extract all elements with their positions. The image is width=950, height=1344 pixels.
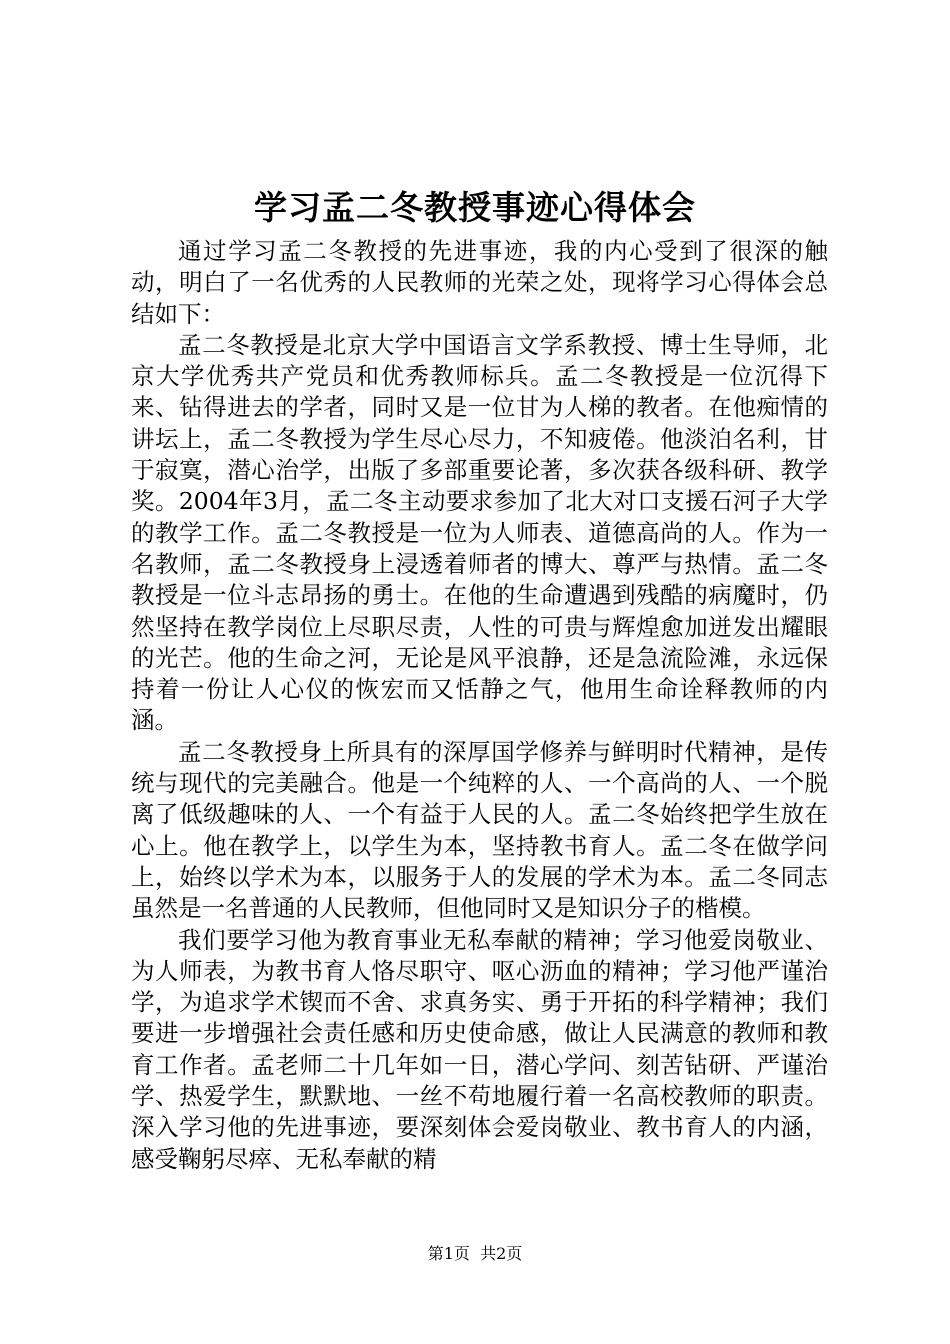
page-total: 共2页 (480, 1244, 523, 1263)
page-number: 第1页 (427, 1244, 470, 1263)
footer-spacer (470, 1244, 480, 1263)
document-body (131, 236, 828, 1175)
page-footer (0, 1242, 950, 1266)
document-title: 学习孟二冬教授事迹心得体会 (254, 188, 696, 227)
paragraph-intro: 通过学习孟二冬教授的先进事迹，我的内心受到了很深的触动，明白了一名优秀的人民教师的光荣之处，现将学习心得体会总结如下： (131, 237, 828, 328)
paragraph-profile: 孟二冬教授是北京大学中国语言文学系教授、博士生导师，北京大学优秀共产党员和优秀教师标兵。孟二冬教授是一位沉得下来、钻得进去的学者，同时又是一位甘为人梯的教者。在他痴情的讲坛上，孟二冬教授为学生尽心尽力，不知疲倦。他淡泊名利，甘于寂寞，潜心治学，出版了多部重要论著，多次获各级科研、教学奖。2004年3月，孟二冬主动要求参加了北大对口支援石河子大学的教学工作。孟二冬教授是一位为人师表、道德高尚的人。作为一名教师，孟二冬教授身上浸透着师者的博大、尊严与热情。孟二冬教授是一位斗志昂扬的勇士。在他的生命遭遇到残酷的病魔时，仍然坚持在教学岗位上尽职尽责，人性的可贵与辉煌愈加迸发出耀眼的光芒。他的生命之河，无论是风平浪静，还是急流险滩，永远保持着一份让人心仪的恢宏而又恬静之气，他用生命诠释教师的内涵。 (131, 330, 828, 735)
paragraph-character: 孟二冬教授身上所具有的深厚国学修养与鲜明时代精神，是传统与现代的完美融合。他是一个纯粹的人、一个高尚的人、一个脱离了低级趣味的人、一个有益于人民的人。孟二冬始终把学生放在心上。他在教学上，以学生为本，坚持教书育人。孟二冬在做学问上，始终以学术为本，以服务于人的发展的学术为本。孟二冬同志虽然是一名普通的人民教师，但他同时又是知识分子的楷模。 (131, 737, 828, 923)
paragraph-learning: 我们要学习他为教育事业无私奉献的精神；学习他爱岗敬业、为人师表，为教书育人恪尽职守、呕心沥血的精神；学习他严谨治学，为追求学术锲而不舍、求真务实、勇于开拓的科学精神；我们要进一步增强社会责任感和历史使命感，做让人民满意的教师和教育工作者。孟老师二十几年如一日，潜心学问、刻苦钻研、严谨治学、热爱学生，默默地、一丝不苟地履行着一名高校教师的职责。深入学习他的先进事迹，要深刻体会爱岗敬业、教书育人的内涵，感受鞠躬尽瘁、无私奉献的精 (131, 925, 828, 1173)
